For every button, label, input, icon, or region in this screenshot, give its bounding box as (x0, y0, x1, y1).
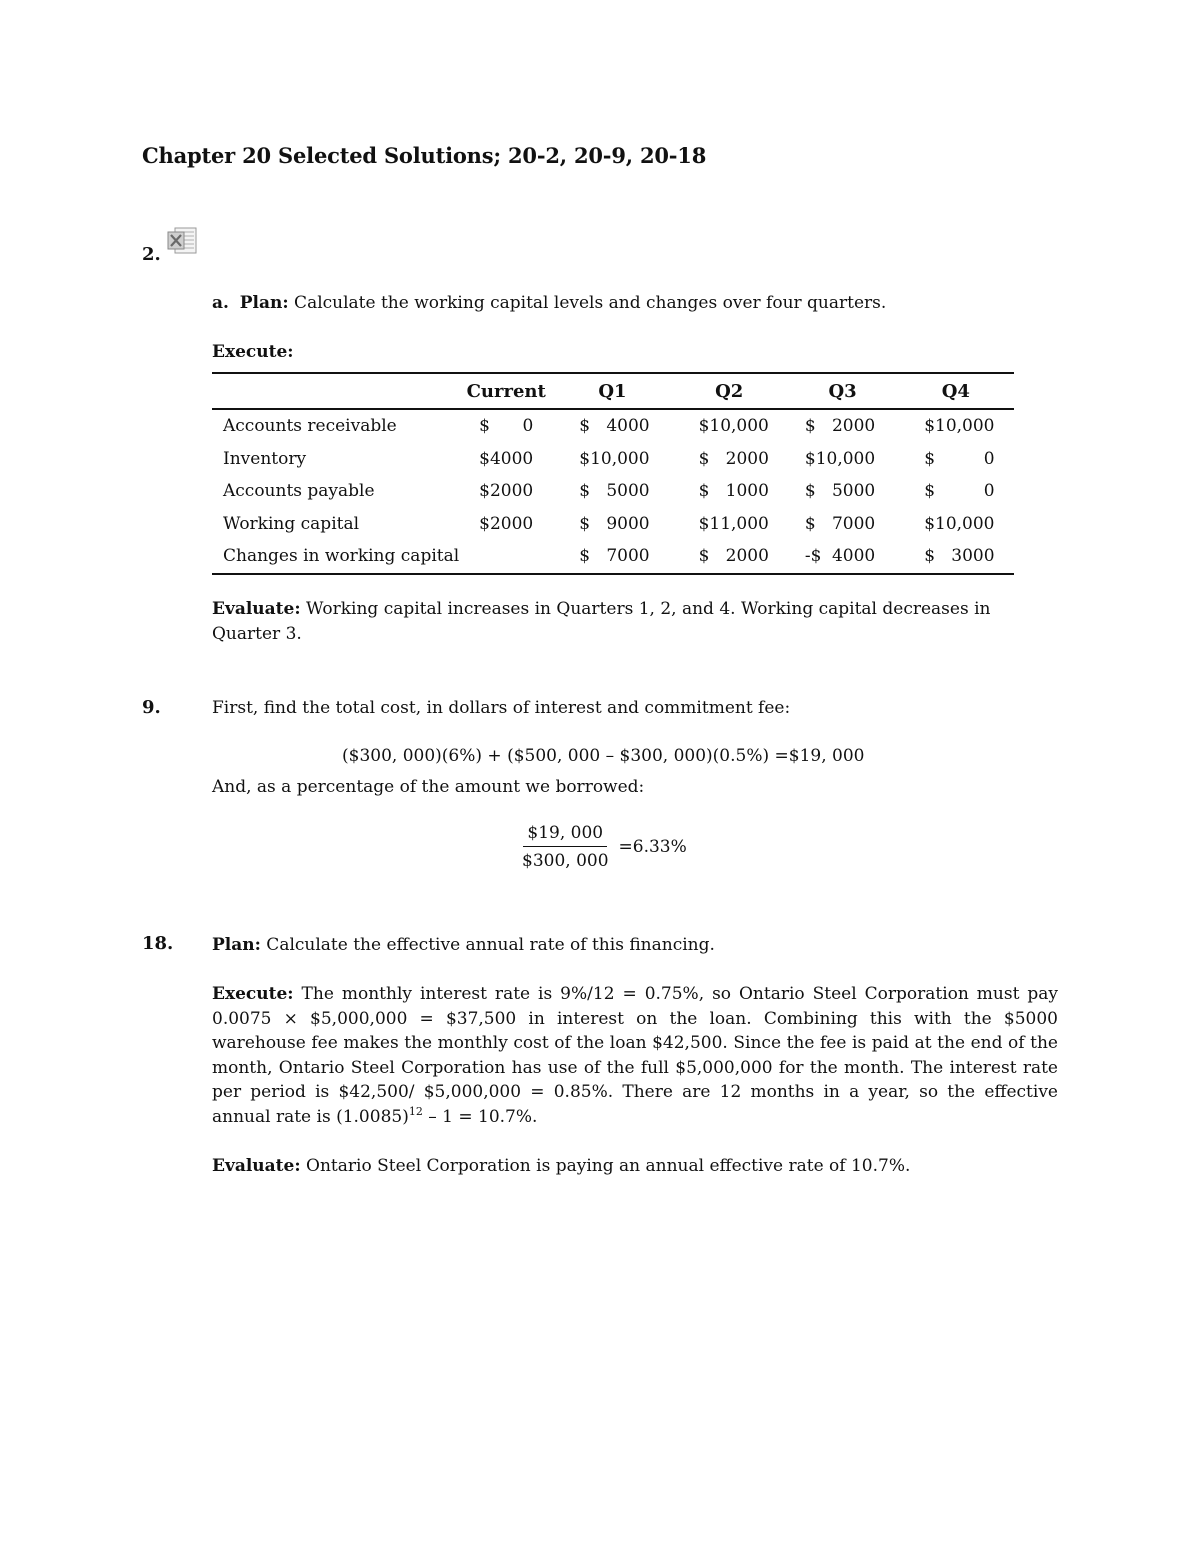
q18-evaluate-text: Ontario Steel Corporation is paying an annual effective rate of 10.7%. (300, 1156, 911, 1176)
fraction-denominator: $300, 000 (522, 851, 609, 871)
cell-value (459, 481, 553, 501)
table-header-row (212, 373, 1014, 409)
q9-intro: First, find the total cost, in dollars of interest and commitment fee: (212, 698, 791, 718)
q9-fraction (518, 823, 687, 871)
q2-execute-label: Execute: (212, 342, 294, 362)
cell-currency: $ (698, 448, 710, 469)
q2-plan-text: Calculate the working capital levels and changes over four quarters. (288, 293, 887, 313)
table-header-q4: Q4 (898, 373, 1013, 409)
row-label: Accounts receivable (223, 416, 397, 437)
cell-q2 (672, 475, 787, 508)
cell-q2 (672, 540, 787, 574)
cell-currency: $ (579, 513, 591, 534)
table-row (212, 475, 1014, 508)
cell-value (459, 416, 553, 436)
cell-currency: $10,000 (579, 448, 650, 469)
table-header-blank (212, 373, 459, 409)
table-header-q3: Q3 (787, 373, 898, 409)
row-label: Changes in working capital (212, 540, 459, 574)
cell-value (459, 449, 553, 469)
cell-q1 (553, 540, 671, 574)
cell-currency: $4000 (479, 448, 534, 469)
cell-value (672, 416, 787, 436)
cell-currency: $ (804, 416, 816, 437)
cell-amount: 0 (983, 481, 995, 502)
cell-q3 (787, 475, 898, 508)
cell-q1 (553, 508, 671, 541)
cell-value (672, 481, 787, 501)
table-header-q2: Q2 (672, 373, 787, 409)
cell-q1 (553, 409, 671, 443)
table-row (212, 443, 1014, 476)
cell-amount: 4000 (606, 416, 650, 437)
cell-value (898, 416, 1013, 436)
cell-amount: 9000 (606, 513, 650, 534)
cell-value (553, 416, 671, 436)
cell-currency: $ (924, 448, 936, 469)
cell-currency: $10,000 (804, 448, 876, 469)
cell-currency: $10,000 (924, 416, 995, 437)
cell-amount: 5000 (831, 481, 876, 502)
cell-amount: 2000 (725, 546, 769, 567)
cell-current (459, 443, 553, 476)
cell-currency: $ (698, 546, 710, 567)
cell-value (787, 416, 898, 436)
cell-amount: 3000 (951, 546, 995, 567)
cell-value (787, 481, 898, 501)
cell-q4 (898, 540, 1013, 574)
cell-currency: $ (579, 416, 591, 437)
cell-amount: 0 (983, 448, 995, 469)
cell-value (898, 546, 1013, 566)
cell-value (553, 514, 671, 534)
fraction-numerator: $19, 000 (523, 823, 607, 847)
table-row (212, 540, 1014, 574)
cell-q2 (672, 409, 787, 443)
q18-plan-line (212, 933, 715, 958)
cell-value (898, 514, 1013, 534)
page-title: Chapter 20 Selected Solutions; 20-2, 20-9, 20-18 (142, 143, 707, 168)
q9-formula: ($300, 000)(6%) + ($500, 000 – $300, 000)(0.5%) =$19, 000 (342, 746, 865, 766)
cell-value (553, 546, 671, 566)
cell-currency: -$ (804, 546, 822, 567)
q2-evaluate-text: Working capital increases in Quarters 1, 2, and 4. Working capital decreases in Quarter 3. (212, 599, 991, 644)
cell-q4 (898, 409, 1013, 443)
q9-percentage-intro: And, as a percentage of the amount we borrowed: (212, 777, 645, 797)
cell-value (672, 449, 787, 469)
cell-amount: 7000 (831, 513, 876, 534)
cell-amount: 4000 (831, 546, 876, 567)
table-row (212, 508, 1014, 541)
q2-part-letter: a. (212, 293, 229, 313)
cell-currency: $10,000 (924, 513, 995, 534)
cell-value (459, 514, 553, 534)
q2-plan-line (212, 291, 886, 316)
cell-q3 (787, 409, 898, 443)
cell-value (787, 514, 898, 534)
cell-value (553, 481, 671, 501)
cell-amount: 2000 (831, 416, 876, 437)
cell-q1 (553, 443, 671, 476)
cell-amount: 7000 (606, 546, 650, 567)
cell-currency: $ (579, 546, 591, 567)
cell-value (672, 546, 787, 566)
fraction-expression (518, 823, 613, 871)
cell-q4 (898, 443, 1013, 476)
q18-execute-text-2: – 1 = 10.7%. (422, 1106, 538, 1127)
cell-currency: $11,000 (698, 513, 769, 534)
cell-value (898, 481, 1013, 501)
cell-value (787, 449, 898, 469)
cell-currency: $ (579, 481, 591, 502)
row-label: Inventory (223, 448, 307, 469)
excel-icon[interactable] (166, 226, 198, 256)
cell-value (672, 514, 787, 534)
cell-q3 (787, 443, 898, 476)
cell-value (553, 449, 671, 469)
cell-value (898, 449, 1013, 469)
question-9-number: 9. (142, 697, 161, 718)
row-label: Accounts payable (223, 481, 375, 502)
working-capital-table (212, 372, 1014, 575)
cell-current (459, 475, 553, 508)
table-header-q1: Q1 (553, 373, 671, 409)
cell-currency: $2000 (479, 481, 534, 502)
cell-current (459, 540, 553, 574)
q18-evaluate-label: Evaluate: (212, 1156, 301, 1176)
q18-execute-paragraph (212, 982, 1058, 1129)
q18-execute-label: Execute: (212, 984, 294, 1004)
q18-execute-text-1: The monthly interest rate is 9%/12 = 0.75%, so Ontario Steel Corporation must pay 0.0075 × $5,000,000 = $37,500 in interest on the loan. Combining this with the $5000 warehouse fee makes the monthly cost of the loan $42,500. Since the fee is paid at the end of the month, Ontario Steel Corporation has use of the full $5,000,000 for the month. The interest rate per period is $42,500/ $5,000,000 = 0.85%. There are 12 months in a year, so the effective annual rate is (1.0085) (212, 984, 1058, 1127)
cell-q2 (672, 508, 787, 541)
cell-amount: 2000 (725, 448, 769, 469)
question-2-number: 2. (142, 244, 161, 265)
row-label: Working capital (223, 513, 360, 534)
fraction-result: =6.33% (618, 837, 687, 857)
q18-execute-exponent: 12 (408, 1104, 423, 1118)
cell-q4 (898, 475, 1013, 508)
cell-q1 (553, 475, 671, 508)
cell-currency: $2000 (479, 513, 534, 534)
cell-currency: $ (804, 481, 816, 502)
cell-value (787, 546, 898, 566)
cell-currency: $ (479, 416, 490, 437)
cell-q4 (898, 508, 1013, 541)
table-header-current: Current (459, 373, 553, 409)
cell-currency: $ (924, 546, 936, 567)
cell-currency: $10,000 (698, 416, 769, 437)
cell-amount: 5000 (606, 481, 650, 502)
q2-evaluate-paragraph (212, 597, 1058, 646)
cell-current (459, 508, 553, 541)
q2-evaluate-label: Evaluate: (212, 599, 301, 619)
cell-current (459, 409, 553, 443)
question-18-number: 18. (142, 933, 174, 954)
q18-evaluate-paragraph (212, 1154, 910, 1179)
table-row (212, 409, 1014, 443)
cell-currency: $ (924, 481, 936, 502)
cell-q3 (787, 508, 898, 541)
cell-currency: $ (698, 481, 710, 502)
cell-amount: 1000 (725, 481, 769, 502)
cell-q3 (787, 540, 898, 574)
q18-plan-text: Calculate the effective annual rate of this financing. (260, 935, 715, 955)
cell-amount: 0 (522, 416, 534, 437)
cell-q2 (672, 443, 787, 476)
q2-plan-label: Plan: (239, 293, 289, 313)
cell-currency: $ (804, 513, 816, 534)
q18-plan-label: Plan: (212, 935, 261, 955)
